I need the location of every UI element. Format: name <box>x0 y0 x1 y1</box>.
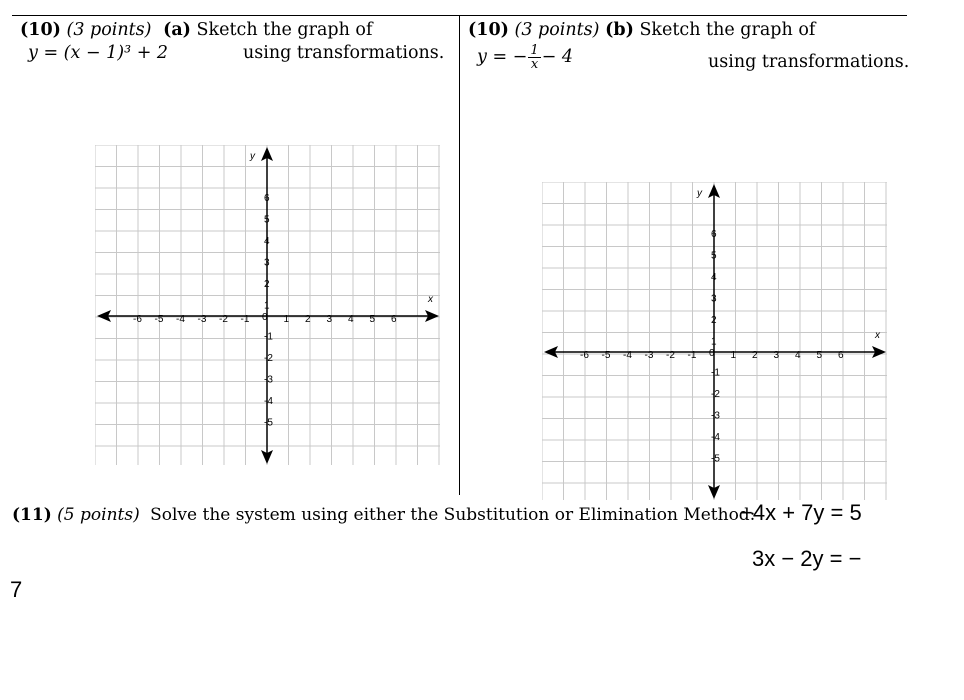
grid-a-y-tick-label: -2 <box>264 353 273 364</box>
problem-a-number: (10) <box>20 20 61 40</box>
grid-b-y-tick-label: -2 <box>711 389 720 400</box>
grid-b-x-tick-label: -5 <box>601 350 611 361</box>
problem-b-heading <box>468 20 815 40</box>
problem-a-suffix: using transformations. <box>243 43 445 63</box>
grid-b-x-tick-label: 6 <box>838 350 844 361</box>
problem-a-part: (a) <box>163 20 191 40</box>
problem-b-suffix: using transformations. <box>708 52 910 72</box>
grid-b-y-tick-label: 5 <box>711 250 717 262</box>
grid-a-origin-label: 0 <box>262 312 268 323</box>
problem-11-points: (5 points) <box>57 505 140 525</box>
grid-b-x-axis-label: x <box>875 330 880 341</box>
grid-a-y-tick-label: 4 <box>264 236 270 247</box>
problem-b-number: (10) <box>468 20 509 40</box>
problem-b-equation <box>477 44 573 71</box>
grid-a-x-tick-label: 3 <box>326 314 333 325</box>
grid-a-x-tick-label: -1 <box>240 314 250 325</box>
grid-b-y-tick-label: -5 <box>711 453 720 465</box>
grid-b-x-tick-label: -2 <box>666 350 675 361</box>
grid-a-x-tick-label: 6 <box>391 314 397 325</box>
problem-11-number: (11) <box>12 505 52 525</box>
grid-b-x-tick-label: 2 <box>752 350 758 361</box>
grid-a-x-tick-label: 5 <box>369 314 376 325</box>
grid-a-x-tick-label: 2 <box>305 314 311 325</box>
problem-11-text: Solve the system using either the Substitution or Elimination Method: <box>150 505 756 525</box>
grid-a-y-tick-label: -3 <box>264 374 273 386</box>
column-divider <box>459 15 460 495</box>
grid-a-x-tick-label: -2 <box>219 314 228 325</box>
problem-a-text: Sketch the graph of <box>196 20 373 40</box>
problem-a-points: (3 points) <box>66 20 152 40</box>
grid-a-y-tick-label: 5 <box>264 214 270 226</box>
grid-a-y-axis-label: y <box>250 151 255 162</box>
grid-b-y-tick-label: 1 <box>711 336 717 348</box>
grid-b-y-tick-label: 3 <box>711 293 717 305</box>
grid-b-y-tick-label: -3 <box>711 410 720 422</box>
system-equation-overflow: 7 <box>10 577 23 602</box>
problem-b-eq-suffix: − 4 <box>541 47 573 67</box>
grid-b-y-tick-label: -4 <box>711 432 720 443</box>
grid-a-x-tick-label: -3 <box>197 314 207 325</box>
grid-b-y-tick-label: 6 <box>711 229 717 240</box>
system-equation-1: −4x + 7y = 5 <box>740 500 862 525</box>
problem-a-heading <box>20 20 372 40</box>
grid-a-x-tick-label: -5 <box>154 314 164 325</box>
grid-b-x-tick-label: 4 <box>795 350 801 361</box>
grid-a-y-tick-label: 3 <box>264 257 270 269</box>
grid-a-y-tick-label: 1 <box>264 300 270 312</box>
coordinate-grid-a[interactable] <box>95 145 440 465</box>
grid-b-y-tick-label: 2 <box>711 315 717 326</box>
grid-b-x-tick-label: 5 <box>816 350 823 361</box>
grid-a-y-tick-label: -4 <box>264 396 273 407</box>
grid-b-x-tick-label: 3 <box>773 350 780 361</box>
grid-a-container <box>95 145 440 469</box>
coordinate-grid-b[interactable] <box>542 182 887 500</box>
system-equation-2: 3x − 2y = − <box>752 546 862 571</box>
problem-b-text: Sketch the graph of <box>639 20 816 40</box>
grid-b-x-tick-label: -3 <box>644 350 654 361</box>
grid-b-x-tick-label: -4 <box>623 350 632 361</box>
grid-a-y-tick-label: 6 <box>264 193 270 204</box>
grid-b-y-axis-label: y <box>697 188 702 199</box>
grid-a-x-tick-label: -6 <box>133 314 142 325</box>
grid-a-x-tick-label: 4 <box>348 314 354 325</box>
grid-b-y-tick-label: -1 <box>711 367 720 379</box>
grid-a-y-tick-label: -5 <box>264 417 273 429</box>
problem-b-fraction <box>528 44 540 71</box>
grid-b-x-tick-label: -6 <box>580 350 589 361</box>
grid-b-origin-label: 0 <box>709 348 715 359</box>
grid-a-x-tick-label: 1 <box>283 314 290 325</box>
grid-b-x-tick-label: -1 <box>687 350 697 361</box>
grid-b-container <box>542 182 887 504</box>
problem-b-eq-prefix: y = − <box>477 47 528 67</box>
grid-a-x-axis-label: x <box>428 294 433 305</box>
grid-a-y-tick-label: 2 <box>264 279 270 290</box>
problem-b-frac-num: 1 <box>530 43 539 58</box>
grid-b-y-tick-label: 4 <box>711 272 717 283</box>
grid-b-x-tick-label: 1 <box>730 350 737 361</box>
problem-a-equation: y = (x − 1)³ + 2 <box>28 43 169 63</box>
grid-a-x-tick-label: -4 <box>176 314 185 325</box>
problem-b-points: (3 points) <box>514 20 600 40</box>
problem-b-frac-den: x <box>530 57 539 72</box>
problem-b-part: (b) <box>605 20 634 40</box>
grid-a-y-tick-label: -1 <box>264 331 273 343</box>
problem-11-heading <box>12 505 755 525</box>
